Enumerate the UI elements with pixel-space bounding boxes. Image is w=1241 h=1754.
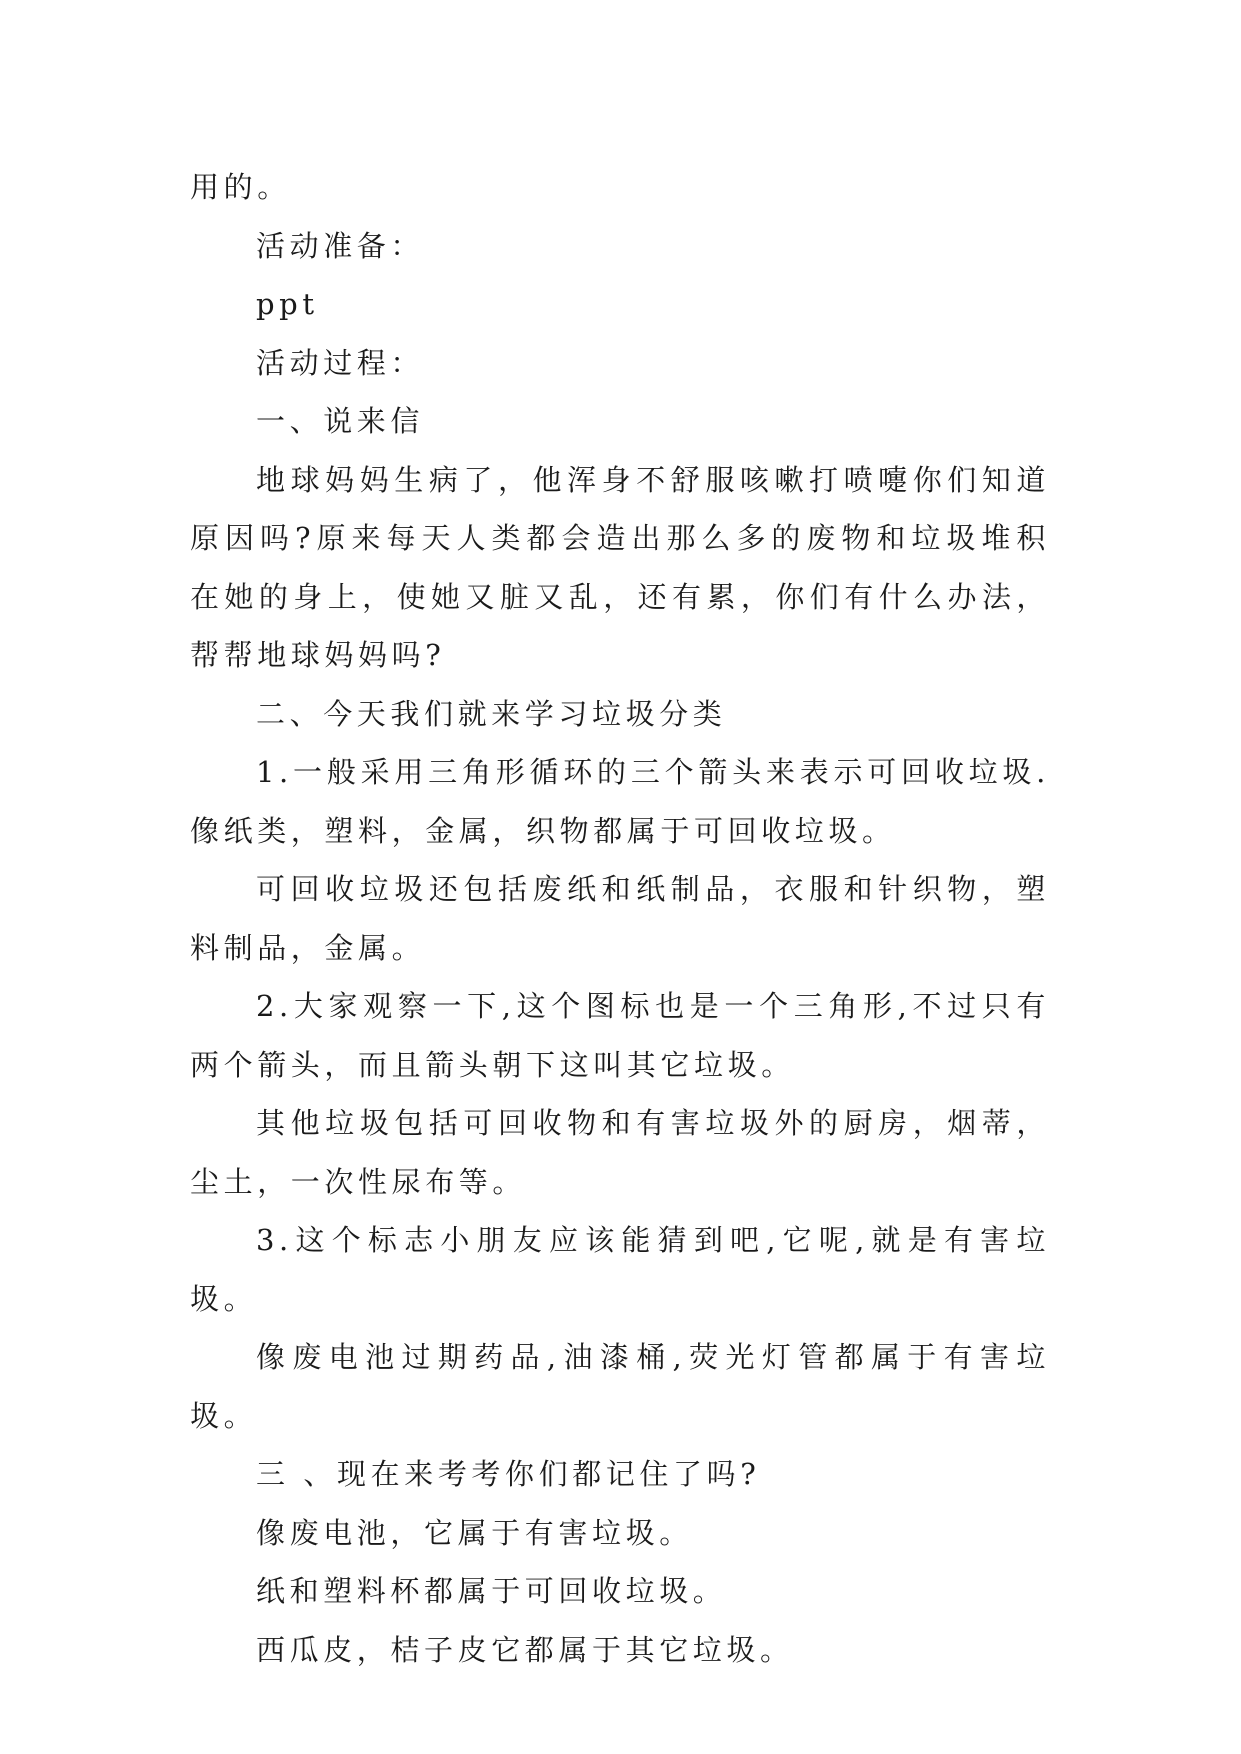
paragraph-quiz-paper-cup: 纸和塑料杯都属于可回收垃圾。 xyxy=(256,1574,727,1608)
paragraph-quiz-peel: 西瓜皮，桔子皮它都属于其它垃圾。 xyxy=(256,1632,794,1667)
document-body xyxy=(190,158,1050,1679)
section-heading-1: 一、说来信 xyxy=(256,404,425,438)
paragraph-continuation: 用的。 xyxy=(190,170,291,204)
paragraph-recyclable-detail: 可回收垃圾还包括废纸和纸制品，衣服和针织物，塑料制品，金属。 xyxy=(190,872,1050,965)
paragraph-hazardous: 3.这个标志小朋友应该能猜到吧,它呢,就是有害垃圾。 xyxy=(190,1223,1050,1316)
paragraph-ppt: ppt xyxy=(256,287,319,321)
paragraph-other-waste: 2.大家观察一下,这个图标也是一个三角形,不过只有两个箭头，而且箭头朝下这叫其它垃圾。 xyxy=(190,989,1050,1082)
paragraph-earth-mother: 地球妈妈生病了，他浑身不舒服咳嗽打喷嚏你们知道原因吗?原来每天人类都会造出那么多的废物和垃圾堆积在她的身上，使她又脏又乱，还有累，你们有什么办法，帮帮地球妈妈吗? xyxy=(190,462,1050,672)
paragraph-activity-preparation-heading: 活动准备： xyxy=(256,228,425,263)
section-heading-2: 二、今天我们就来学习垃圾分类 xyxy=(256,696,727,731)
paragraph-activity-process-heading: 活动过程： xyxy=(256,345,425,380)
paragraph-hazardous-detail: 像废电池过期药品,油漆桶,荧光灯管都属于有害垃圾。 xyxy=(190,1340,1050,1433)
paragraph-recyclable: 1.一般采用三角形循环的三个箭头来表示可回收垃圾.像纸类，塑料，金属，织物都属于可回收垃圾。 xyxy=(190,755,1050,848)
section-heading-3: 三 、现在来考考你们都记住了吗? xyxy=(256,1457,761,1491)
paragraph-other-waste-detail: 其他垃圾包括可回收物和有害垃圾外的厨房，烟蒂，尘土，一次性尿布等。 xyxy=(190,1106,1050,1199)
paragraph-quiz-battery: 像废电池，它属于有害垃圾。 xyxy=(256,1515,693,1550)
